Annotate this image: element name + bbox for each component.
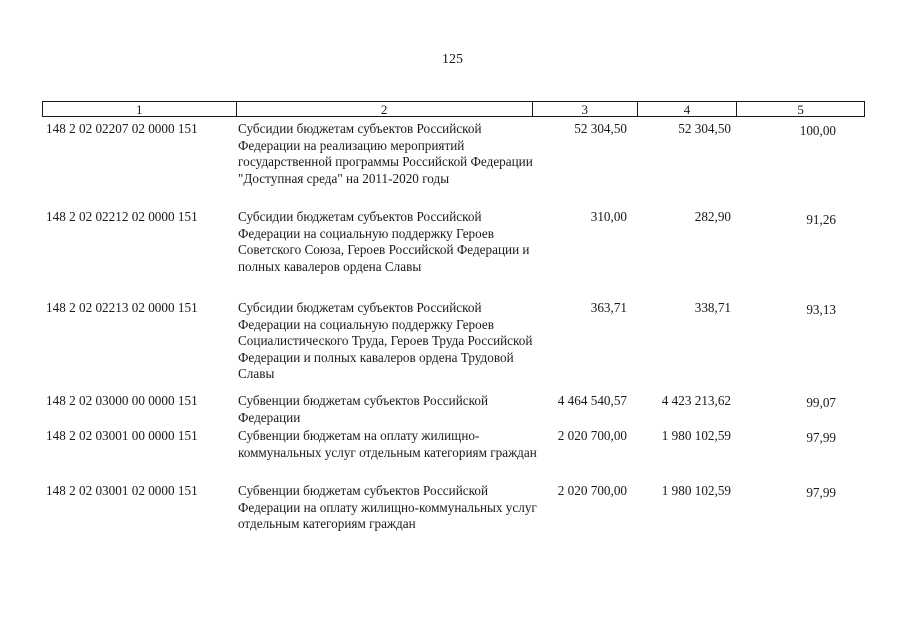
- budget-code: 148 2 02 03001 00 0000 151: [46, 428, 198, 443]
- planned-amount: 363,71: [590, 300, 627, 315]
- budget-code: 148 2 02 03001 02 0000 151: [46, 483, 198, 498]
- income-name: Субвенции бюджетам субъектов Российской Федерации: [238, 393, 489, 425]
- execution-percent: 99,07: [806, 395, 836, 410]
- header-col-2: 2: [237, 102, 533, 116]
- executed-amount: 338,71: [694, 300, 731, 315]
- page-number: 125: [442, 52, 463, 67]
- income-name: Субсидии бюджетам субъектов Российской Федерации на социальную поддержку Героев Советского Союза, Героев Российской Федерации и полных кавалеров ордена Славы: [238, 209, 530, 274]
- budget-code: 148 2 02 02207 02 0000 151: [46, 121, 198, 136]
- income-name: Субвенции бюджетам субъектов Российской Федерации на оплату жилищно-коммунальных услуг отдельным категориям граждан: [238, 483, 537, 532]
- budget-code: 148 2 02 03000 00 0000 151: [46, 393, 198, 408]
- planned-amount: 310,00: [590, 209, 627, 224]
- executed-amount: 282,90: [694, 209, 731, 224]
- execution-percent: 100,00: [799, 123, 836, 138]
- execution-percent: 97,99: [806, 430, 836, 445]
- execution-percent: 93,13: [806, 302, 836, 317]
- income-name: Субсидии бюджетам субъектов Российской Федерации на реализацию мероприятий государственной программы Российской Федерации "Доступная среда" на 2011-2020 годы: [238, 121, 533, 186]
- executed-amount: 1 980 102,59: [661, 428, 731, 443]
- planned-amount: 52 304,50: [574, 121, 627, 136]
- planned-amount: 2 020 700,00: [557, 483, 627, 498]
- execution-percent: 97,99: [806, 485, 836, 500]
- budget-code: 148 2 02 02213 02 0000 151: [46, 300, 198, 315]
- header-col-5: 5: [797, 102, 804, 117]
- header-col-1: 1: [43, 102, 237, 116]
- execution-percent: 91,26: [806, 212, 836, 227]
- income-name: Субсидии бюджетам субъектов Российской Федерации на социальную поддержку Героев Социалистического Труда, Героев Труда Российской Федерации и полных кавалеров ордена Трудовой Славы: [238, 300, 533, 382]
- executed-amount: 4 423 213,62: [661, 393, 731, 408]
- executed-amount: 1 980 102,59: [661, 483, 731, 498]
- planned-amount: 2 020 700,00: [557, 428, 627, 443]
- budget-code: 148 2 02 02212 02 0000 151: [46, 209, 198, 224]
- executed-amount: 52 304,50: [678, 121, 731, 136]
- header-col-3: 3: [533, 102, 638, 116]
- header-col-4: 4: [638, 102, 738, 116]
- planned-amount: 4 464 540,57: [557, 393, 627, 408]
- table-header: [42, 101, 865, 117]
- income-name: Субвенции бюджетам на оплату жилищно-коммунальных услуг отдельным категориям граждан: [238, 428, 537, 460]
